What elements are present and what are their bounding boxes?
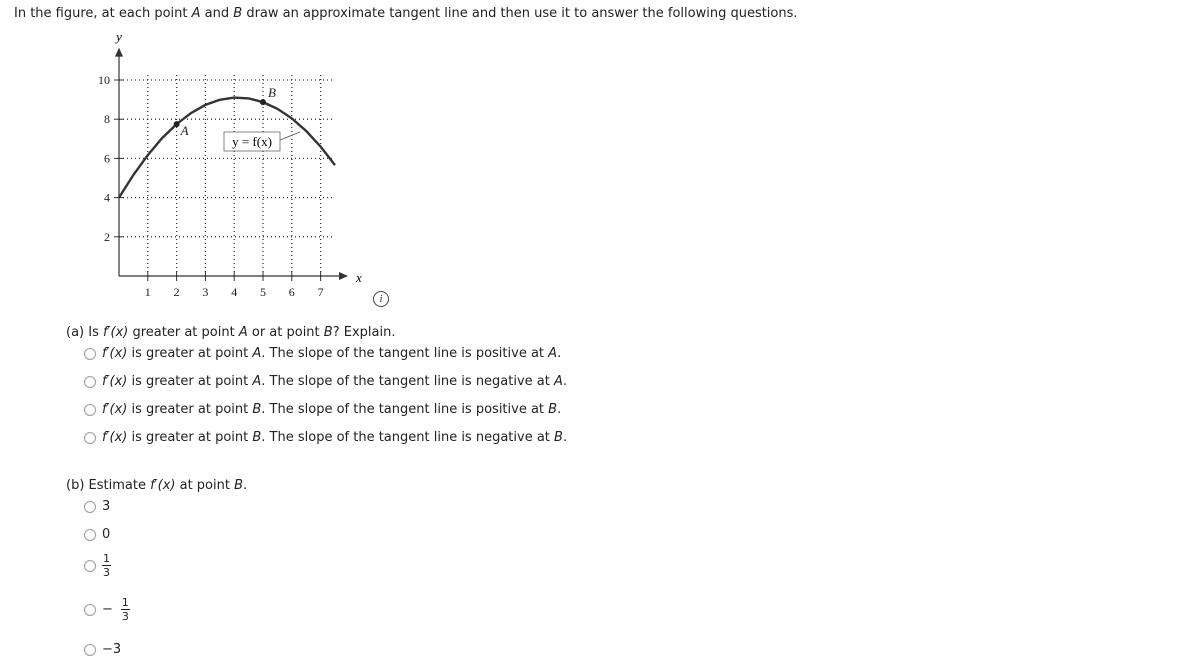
radio-button[interactable] bbox=[84, 529, 96, 541]
function-graph bbox=[90, 28, 380, 299]
x-axis-arrow bbox=[339, 272, 348, 280]
x-axis-label: x bbox=[356, 270, 362, 285]
x-tick-label: 4 bbox=[231, 285, 238, 299]
x-tick-label: 3 bbox=[202, 285, 209, 299]
x-tick-label: 5 bbox=[260, 285, 266, 299]
fraction-one-third: $\frac{1}{3}$ bbox=[103, 552, 110, 579]
point-label-B: B bbox=[268, 85, 276, 101]
radio-button[interactable] bbox=[84, 348, 96, 360]
marked-points bbox=[174, 85, 276, 138]
y-tick-label: 10 bbox=[98, 73, 110, 87]
qa-option-2[interactable]: f′(x) is greater at point A. The slope of the tangent line is negative at A. bbox=[84, 374, 567, 389]
point-B bbox=[260, 99, 266, 105]
y-tick-label: 6 bbox=[104, 151, 110, 166]
radio-button[interactable] bbox=[84, 432, 96, 444]
radio-button[interactable] bbox=[84, 376, 96, 388]
y-axis-label: y bbox=[116, 29, 122, 44]
fraction-neg-one-third: $\frac{1}{3}$ bbox=[121, 596, 129, 623]
radio-button[interactable] bbox=[84, 501, 96, 513]
qa-option-4[interactable]: f′(x) is greater at point B. The slope of the tangent line is negative at B. bbox=[84, 430, 567, 445]
x-tick-label: 2 bbox=[173, 285, 180, 299]
y-tick-label: 8 bbox=[104, 112, 110, 127]
curve-label-box bbox=[224, 132, 300, 151]
qa-option-3[interactable]: f′(x) is greater at point B. The slope of the tangent line is positive at B. bbox=[84, 402, 561, 417]
radio-button[interactable] bbox=[84, 604, 96, 616]
x-tick-label: 1 bbox=[144, 285, 151, 299]
y-tick-label: 4 bbox=[104, 190, 110, 205]
qb-option-2[interactable]: 0 bbox=[84, 527, 110, 542]
axes bbox=[115, 48, 348, 280]
radio-button[interactable] bbox=[84, 644, 96, 656]
qb-option-1[interactable]: 3 bbox=[84, 499, 110, 514]
ticks bbox=[98, 73, 324, 299]
curve-label: y = f(x) bbox=[232, 134, 272, 149]
question-b: (b) Estimate f′(x) at point B. bbox=[66, 478, 248, 493]
question-a: (a) Is f′(x) greater at point A or at point B? Explain. bbox=[66, 325, 396, 340]
y-axis-arrow bbox=[115, 48, 123, 57]
qb-option-4[interactable]: − $\frac{1}{3}$ bbox=[84, 596, 130, 623]
info-icon[interactable]: i bbox=[373, 291, 389, 307]
qb-option-3[interactable] bbox=[84, 552, 111, 579]
qa-option-1[interactable]: f′(x) is greater at point A. The slope of the tangent line is positive at A. bbox=[84, 346, 561, 361]
point-A bbox=[174, 121, 180, 127]
point-label-A: A bbox=[180, 123, 189, 139]
x-tick-label: 7 bbox=[317, 285, 324, 299]
instructions: In the figure, at each point A and B draw an approximate tangent line and then use it to answer the following questions. bbox=[14, 6, 798, 21]
qb-option-5[interactable]: −3 bbox=[84, 642, 121, 657]
radio-button[interactable] bbox=[84, 560, 96, 572]
grid bbox=[119, 72, 335, 276]
y-tick-label: 2 bbox=[104, 229, 110, 244]
radio-button[interactable] bbox=[84, 404, 96, 416]
x-tick-label: 6 bbox=[288, 285, 295, 299]
